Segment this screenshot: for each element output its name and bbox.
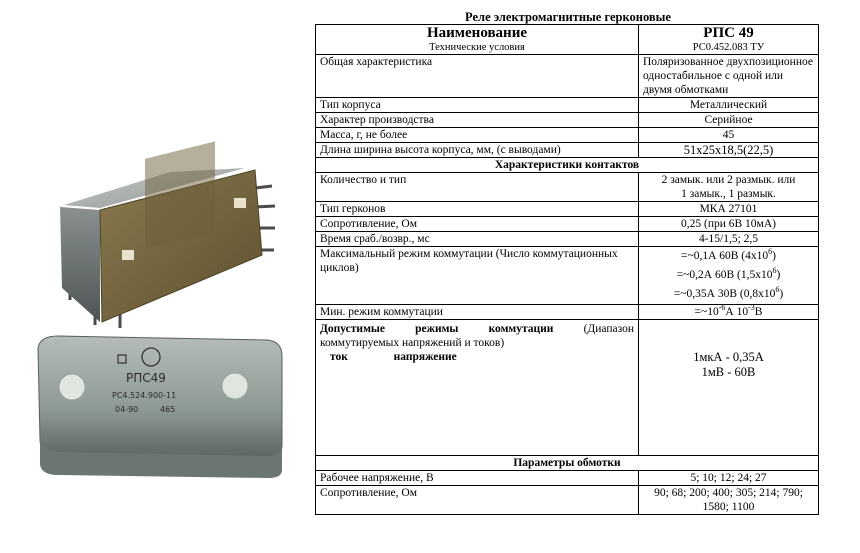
row-value: Поляризованное двухпозиционное одностабильное с одной или двумя обмотками <box>639 55 819 98</box>
row-value <box>639 305 819 320</box>
allowed-bold: Допустимые режимы коммутации <box>320 323 554 335</box>
table-row <box>316 232 819 247</box>
coil-section-title: Параметры обмотки <box>316 456 819 471</box>
table-row <box>316 113 819 128</box>
row-label: Сопротивление, Ом <box>316 217 639 232</box>
row-label: Время сраб./возвр., мс <box>316 232 639 247</box>
count-line-1: 2 замык. или 2 размык. или <box>661 174 796 186</box>
relay-top-view <box>60 141 275 328</box>
max-line-1 <box>643 247 814 266</box>
table-row <box>316 173 819 202</box>
relay-marking-2: РС4.524.900-11 <box>112 391 177 400</box>
row-value: 0,25 (при 6В 10мА) <box>639 217 819 232</box>
relay-photos <box>0 0 314 548</box>
row-value: 5; 10; 12; 24; 27 <box>639 471 819 486</box>
relay-marking-3: 04-90 <box>115 405 139 414</box>
table-row <box>316 247 819 305</box>
paren: ) <box>772 250 776 262</box>
table-row <box>316 55 819 98</box>
table-row <box>316 305 819 320</box>
table-row <box>316 98 819 113</box>
header-row <box>316 25 819 55</box>
max-line-3-text: =~0,35А 30В (0,8х10 <box>673 288 776 300</box>
exp: 6 <box>772 266 777 276</box>
row-label: Максимальный режим коммутации (Число коммутационных циклов) <box>316 247 639 305</box>
header-name-cell <box>316 25 639 55</box>
voltage-label: напряжение <box>393 351 457 363</box>
relay-marking-1: РПС49 <box>126 371 166 385</box>
row-label: Характер производства <box>316 113 639 128</box>
header-model-cell <box>639 25 819 55</box>
row-label: Рабочее напряжение, В <box>316 471 639 486</box>
table-row <box>316 217 819 232</box>
min-exp2: -3 <box>748 303 755 313</box>
row-value: 4-15/1,5; 2,5 <box>639 232 819 247</box>
contacts-section-title: Характеристики контактов <box>316 158 819 173</box>
current-label: ток <box>330 351 348 363</box>
row-label <box>316 320 639 456</box>
min-exp: -6 <box>718 303 726 313</box>
paren: ) <box>776 269 781 281</box>
row-value <box>639 320 819 456</box>
relay-marking-4: 465 <box>160 405 176 414</box>
max-line-2 <box>643 266 814 285</box>
table-row <box>316 486 819 515</box>
allowed-current: 1мкА - 0,35А <box>693 350 764 364</box>
relay-photos-svg <box>0 0 314 548</box>
min-c: В <box>754 306 763 318</box>
document-title: Реле электромагнитные герконовые <box>465 10 671 24</box>
header-spec-code: РС0.452.083 ТУ <box>692 42 765 53</box>
relay-side-view <box>38 336 282 478</box>
max-line-1-text: =~0,1А 60В (4х10 <box>681 250 769 262</box>
row-label: Сопротивление, Ом <box>316 486 639 515</box>
max-line-3 <box>643 285 814 304</box>
table-row <box>316 320 819 456</box>
row-value: 45 <box>639 128 819 143</box>
min-a: =~10 <box>694 306 719 318</box>
table-row <box>316 143 819 158</box>
allowed-sublabels <box>320 350 634 364</box>
row-label: Длина ширина высота корпуса, мм, (с выводами) <box>316 143 639 158</box>
allowed-voltage: 1мВ - 60В <box>701 365 756 379</box>
row-value: 90; 68; 200; 400; 305; 214; 790; 1580; 1100 <box>639 486 819 515</box>
max-line-2-text: =~0,2А 60В (1,5х10 <box>676 269 773 281</box>
count-line-2: 1 замык., 1 размык. <box>681 188 776 200</box>
row-value: Серийное <box>639 113 819 128</box>
row-value <box>639 173 819 202</box>
row-label: Тип корпуса <box>316 98 639 113</box>
spec-table <box>315 24 819 515</box>
row-label: Мин. режим коммутации <box>316 305 639 320</box>
exp: 6 <box>775 285 780 295</box>
row-label: Масса, г, не более <box>316 128 639 143</box>
row-value: Металлический <box>639 98 819 113</box>
table-row <box>316 471 819 486</box>
exp: 6 <box>768 247 773 257</box>
header-spec-label: Технические условия <box>429 42 525 53</box>
table-row <box>316 202 819 217</box>
paren: ) <box>779 288 784 300</box>
row-label: Количество и тип <box>316 173 639 202</box>
row-value <box>639 247 819 305</box>
row-label: Общая характеристика <box>316 55 639 98</box>
min-b: А 10 <box>725 306 749 318</box>
header-model: РПС 49 <box>703 25 754 41</box>
table-row <box>316 128 819 143</box>
row-value: МКА 27101 <box>639 202 819 217</box>
header-name-label: Наименование <box>427 25 527 41</box>
section-row <box>316 158 819 173</box>
allowed-rest: (Диапазон коммутируемых напряжений и токов) <box>320 323 634 349</box>
row-label: Тип герконов <box>316 202 639 217</box>
section-row <box>316 456 819 471</box>
row-value: 51х25х18,5(22,5) <box>639 143 819 158</box>
